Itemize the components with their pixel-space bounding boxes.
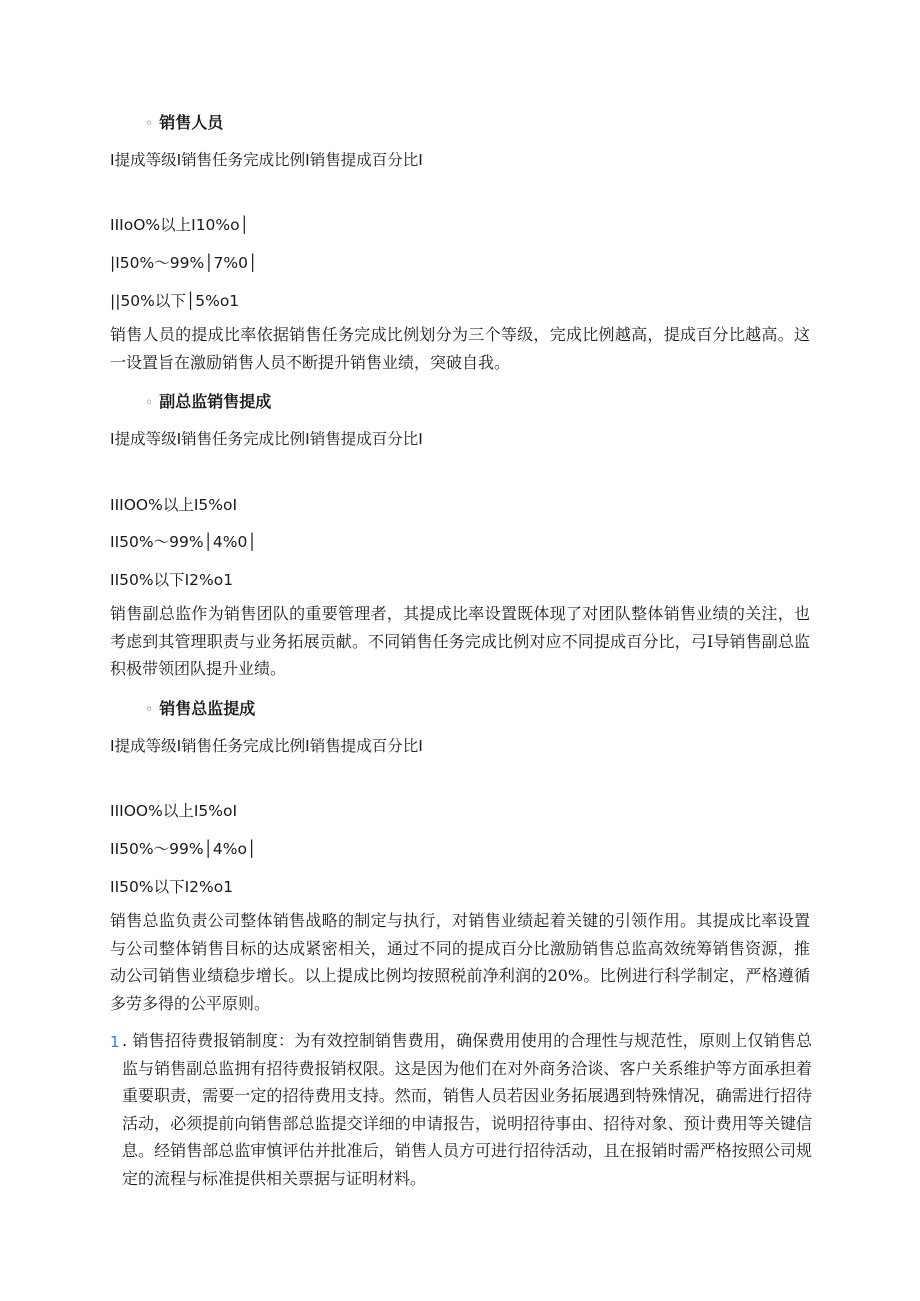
table-row: II50%以下I2%o1 xyxy=(110,878,234,896)
section-paragraph: 销售总监负责公司整体销售战略的制定与执行，对销售业绩起着关键的引领作用。其提成比率设置与公司整体销售目标的达成紧密相关，通过不同的提成百分比激励销售总监高效统筹销售资源，推动公司销售业绩稳步增长。以上提成比例均按照税前净利润的20%。比例进行科学制定，严格遵循多劳多得的公平原则。 xyxy=(110,911,810,1013)
section-heading-sales-staff xyxy=(145,110,223,133)
table-row: IIIOO%以上I5%oI xyxy=(110,802,238,820)
table-row: II50%〜99%│4%o│ xyxy=(110,840,257,858)
heading-text: 销售人员 xyxy=(159,113,224,132)
bullet-icon: ◦ xyxy=(145,702,154,718)
table-header-line: I提成等级I销售任务完成比例I销售提成百分比I xyxy=(110,430,423,448)
table-row: ||50%以下│5%o1 xyxy=(110,292,240,310)
section-heading-deputy-director xyxy=(145,389,271,412)
bullet-icon: ◦ xyxy=(145,116,154,132)
section-paragraph: 销售人员的提成比率依据销售任务完成比例划分为三个等级，完成比例越高，提成百分比越高。这一设置旨在激励销售人员不断提升销售业绩，突破自我。 xyxy=(110,325,810,372)
section-heading-sales-director xyxy=(145,696,255,719)
bullet-icon: ◦ xyxy=(145,395,154,411)
heading-text: 销售总监提成 xyxy=(159,699,256,718)
section-paragraph: 销售副总监作为销售团队的重要管理者，其提成比率设置既体现了对团队整体销售业绩的关注，也考虑到其管理职责与业务拓展贡献。不同销售任务完成比例对应不同提成百分比，弓I导销售副总监积极带领团队提升业绩。 xyxy=(110,604,810,678)
table-row: |I50%〜99%│7%0│ xyxy=(110,254,258,272)
list-item-text: . 销售招待费报销制度：为有效控制销售费用，确保费用使用的合理性与规范性，原则上仅销售总监与销售副总监拥有招待费报销权限。这是因为他们在对外商务洽谈、客户关系维护等方面承担着重要职责，需要一定的招待费用支持。然而，销售人员若因业务拓展遇到特殊情况，确需进行招待活动，必须提前向销售部总监提交详细的申请报告，说明招待事由、招待对象、预计费用等关键信息。经销售部总监审慎评估并批准后，销售人员方可进行招待活动，且在报销时需严格按照公司规定的流程与标准提供相关票据与证明材料。 xyxy=(122,1031,812,1188)
table-row: II50%〜99%│4%0│ xyxy=(110,533,257,551)
table-row: IIIoO%以上I10%o│ xyxy=(110,216,249,234)
table-row: IIIOO%以上I5%oI xyxy=(110,496,238,514)
table-row: II50%以下I2%o1 xyxy=(110,571,234,589)
table-header-line: I提成等级I销售任务完成比例I销售提成百分比I xyxy=(110,737,423,755)
list-number: 1 xyxy=(110,1033,120,1051)
heading-text: 副总监销售提成 xyxy=(159,392,272,411)
table-header-line: I提成等级I销售任务完成比例I销售提成百分比I xyxy=(110,151,423,169)
